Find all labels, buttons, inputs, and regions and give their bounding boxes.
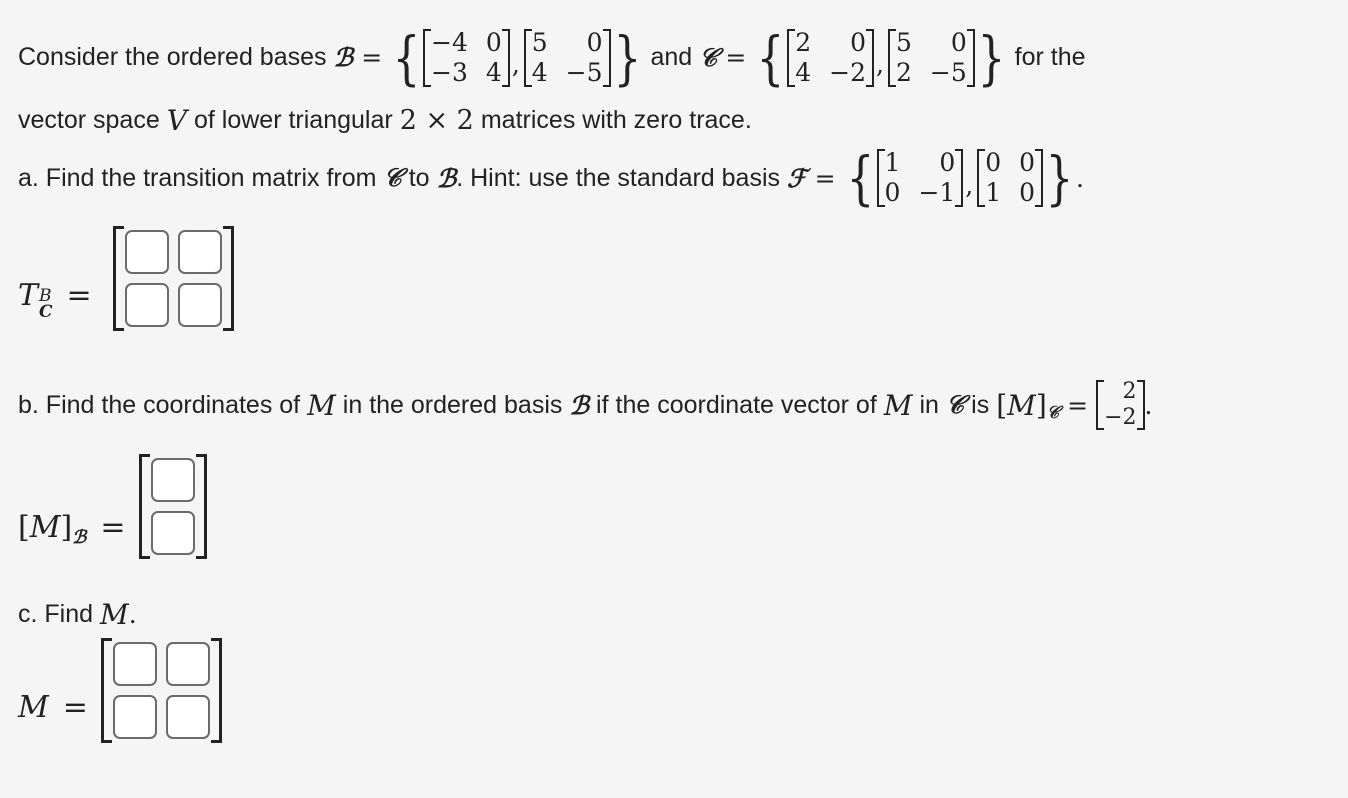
part-b-text: b. Find the coordinates of <box>18 390 301 419</box>
basis-b-matrix-1: −4 0 −3 4 <box>423 28 510 88</box>
vector-space-description <box>18 103 752 137</box>
coordinate-vector-c: 2 −2 <box>1096 379 1144 431</box>
matrix-m-entry-11[interactable] <box>113 642 157 686</box>
basis-c-matrix-2: 5 0 2 −5 <box>888 28 975 88</box>
dimension-text: 2 × 2 <box>399 104 474 136</box>
coordinate-vector-b-label: [ M ] ℬ = <box>18 510 126 548</box>
part-a-text: a. Find the transition matrix from <box>18 163 377 192</box>
transition-matrix-input <box>113 230 234 327</box>
to-text: to <box>408 163 430 192</box>
basis-b-symbol: ℬ <box>333 43 354 72</box>
matrix-m-entry-21[interactable] <box>113 695 157 739</box>
transition-matrix-entry-11[interactable] <box>125 230 169 274</box>
for-the-text: for the <box>1014 43 1086 71</box>
basis-f-matrix-2: 0 0 1 0 <box>977 148 1043 208</box>
zero-trace-text: matrices with zero trace. <box>480 105 752 134</box>
v-symbol: V <box>166 103 187 137</box>
left-brace-icon: { <box>756 23 785 92</box>
transition-matrix-entry-21[interactable] <box>125 283 169 327</box>
lower-triangular-text: of lower triangular <box>193 105 393 134</box>
basis-f-symbol: ℱ <box>787 163 807 193</box>
basis-b-symbol: ℬ <box>436 163 457 193</box>
part-c-question: c. Find M . <box>18 597 137 631</box>
transition-matrix-entry-22[interactable] <box>178 283 222 327</box>
part-b-question: b. Find the coordinates of M in the ordered basis ℬ if the coordinate vector of M in 𝒞 is [ M ] 𝒞 = 2 −2 . <box>18 379 1153 430</box>
coordinate-b-entry-1[interactable] <box>151 458 195 502</box>
part-c-text: c. Find <box>18 599 94 628</box>
coordinate-b-entry-2[interactable] <box>151 511 195 555</box>
bases-definition: Consider the ordered bases ℬ = { −4 0 −3 4 , 5 0 4 −5 } and 𝒞 = { 2 0 4 −2 , 5 0 2 −5 } for the <box>18 23 1086 92</box>
transition-matrix-label: T B C = <box>18 278 92 322</box>
transition-matrix-entry-12[interactable] <box>178 230 222 274</box>
basis-c-symbol: 𝒞 <box>699 42 718 72</box>
matrix-m-label: M = <box>18 690 88 725</box>
consider-text: Consider the ordered bases <box>18 43 327 71</box>
matrix-m-entry-12[interactable] <box>166 642 210 686</box>
part-a-question: a. Find the transition matrix from 𝒞 to ℬ . Hint: use the standard basis ℱ = { 1 0 0 −1 , 0 0 1 0 } . <box>18 144 1084 212</box>
right-brace-icon: } <box>1045 144 1074 212</box>
right-brace-icon: } <box>977 23 1006 92</box>
basis-f-matrix-1: 1 0 0 −1 <box>877 148 964 208</box>
and-text: and <box>650 43 693 71</box>
coordinate-vector-b-input <box>139 458 207 555</box>
left-brace-icon: { <box>392 23 421 92</box>
basis-b-matrix-2: 5 0 4 −5 <box>524 28 611 88</box>
matrix-m-input <box>101 642 222 739</box>
basis-c-symbol: 𝒞 <box>383 163 402 192</box>
left-brace-icon: { <box>846 144 874 212</box>
hint-text: . Hint: use the standard basis <box>456 163 781 192</box>
vector-space-text: vector space <box>18 105 160 134</box>
matrix-m-entry-22[interactable] <box>166 695 210 739</box>
right-brace-icon: } <box>613 23 641 92</box>
basis-c-matrix-1: 2 0 4 −2 <box>787 28 874 88</box>
